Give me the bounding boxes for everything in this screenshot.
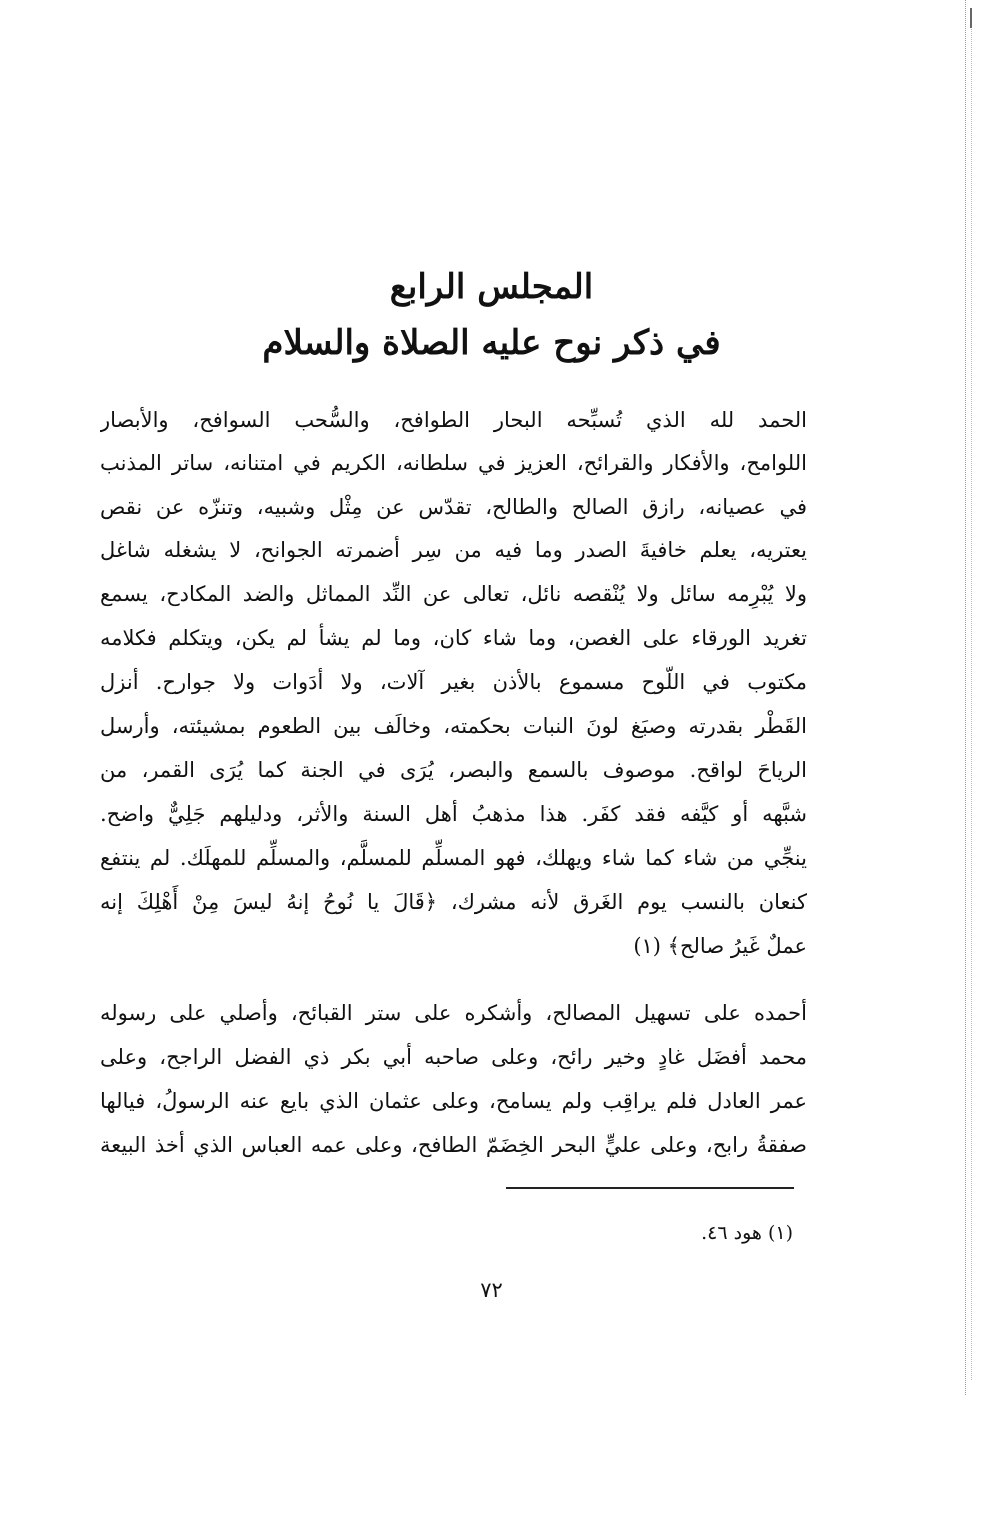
text-line: محمد أفضَل غادٍ وخير رائح، وعلى صاحبه أبي بكر ذي الفضل الراجح، وعلى <box>100 1045 807 1069</box>
text-line: القَطْر بقدرته وصبَغ لونَ النبات بحكمته، وخالَف بين الطعوم بمشيئته، وأرسل <box>100 714 807 738</box>
scan-edge-mark <box>960 8 972 28</box>
text-line: عمر العادل فلم يراقِب ولم يسامح، وعلى عثمان الذي بايع عنه الرسولُ، فيالها <box>100 1089 807 1113</box>
text-line: ينجِّي من شاء كما شاء ويهلك، فهو المسلِّم للمسلَّم، والمسلِّم للمهلَك. لم ينتفع <box>100 846 807 870</box>
text-line: يعتريه، يعلم خافيةَ الصدر وما فيه من سِر أضمرته الجوانح، لا يشغله شاغل <box>100 538 807 562</box>
text-line: في عصيانه، رازق الصالح والطالح، تقدّس عن مِثْل وشبيه، وتنزّه عن نقص <box>100 495 807 519</box>
text-line: الحمد لله الذي تُسبِّحه البحار الطوافح، والسُّحب السوافح، والأبصار <box>100 408 807 432</box>
footnote: (١) هود ٤٦. <box>701 1222 793 1244</box>
chapter-title: المجلس الرابع <box>389 267 594 307</box>
footnote-divider <box>506 1187 794 1189</box>
text-line: الرياحَ لواقح. موصوف بالسمع والبصر، يُرَى في الجنة كما يُرَى القمر، من <box>100 758 807 782</box>
text-line: اللوامح، والأفكار والقرائح، العزيز في سلطانه، الكريم في امتنانه، ساتر المذنب <box>100 451 807 475</box>
text-line: أحمده على تسهيل المصالح، وأشكره على ستر القبائح، وأصلي على رسوله <box>100 1001 807 1025</box>
text-line: مكتوب في اللّوح مسموع بالأذن بغير آلات، ولا أدَوات ولا جوارح. أنزل <box>100 670 807 694</box>
text-line: شبَّهه أو كيَّفه فقد كفَر. هذا مذهبُ أهل السنة والأثر، ودليلهم جَلِيٌّ واضح. <box>100 802 807 826</box>
text-line: ولا يُبْرِمه سائل ولا يُنْقصه نائل، تعالى عن النِّد المماثل والضد المكادح، يسمع <box>100 582 807 606</box>
text-line: صفقةُ رابح، وعلى عليٍّ البحر الخِضَمّ الطافح، وعلى عمه العباس الذي أخذ البيعة <box>100 1133 807 1157</box>
text-line: كنعان بالنسب يوم الغَرق لأنه مشرك، ﴿قَالَ يا نُوحُ إنهُ ليسَ مِنْ أَهْلِكَ إنه <box>100 890 807 914</box>
scan-edge-line-inner <box>971 20 972 1380</box>
text-line: عملٌ غَيرُ صالح﴾ (١) <box>633 934 807 958</box>
scan-edge-line <box>965 0 966 1395</box>
text-line: تغريد الورقاء على الغصن، وما شاء كان، وما لم يشأ لم يكن، ويتكلم فكلامه <box>100 626 807 650</box>
chapter-subtitle: في ذكر نوح عليه الصلاة والسلام <box>262 323 721 363</box>
page-number: ٧٢ <box>480 1278 503 1302</box>
